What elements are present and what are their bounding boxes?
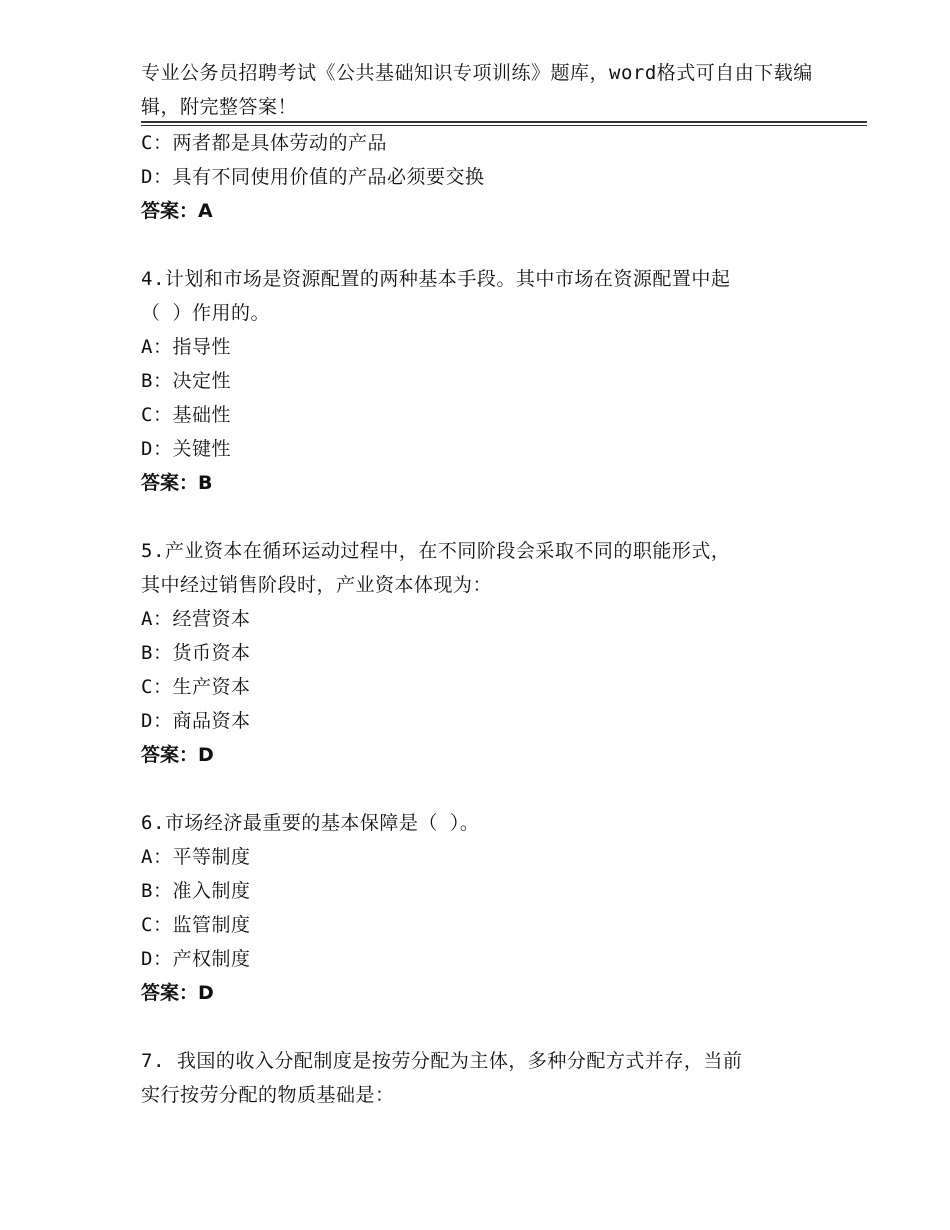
question-stem: （ ）作用的。 xyxy=(141,302,270,324)
answer-line: 答案：D xyxy=(141,982,214,1004)
question-stem: 4.计划和市场是资源配置的两种基本手段。其中市场在资源配置中起 xyxy=(141,268,731,290)
option-c: C：生产资本 xyxy=(141,676,251,698)
question-6 xyxy=(141,806,841,1010)
header-line-2: 辑，附完整答案！ xyxy=(141,96,298,118)
header-line-1: 专业公务员招聘考试《公共基础知识专项训练》题库，word格式可自由下载编 xyxy=(141,62,813,84)
option-b: B：货币资本 xyxy=(141,642,251,664)
option-d: D：关键性 xyxy=(141,438,231,460)
answer-line: 答案：B xyxy=(141,472,213,494)
option-c: C：两者都是具体劳动的产品 xyxy=(141,132,387,154)
question-5 xyxy=(141,534,841,772)
option-a: A：指导性 xyxy=(141,336,231,358)
question-partial xyxy=(141,126,841,228)
question-stem: 实行按劳分配的物质基础是： xyxy=(141,1084,395,1106)
question-7 xyxy=(141,1044,841,1112)
question-stem: 6.市场经济最重要的基本保障是（ ）。 xyxy=(141,812,480,834)
page-header xyxy=(141,56,813,124)
spacer xyxy=(141,500,841,534)
option-c: C：基础性 xyxy=(141,404,231,426)
option-d: D：商品资本 xyxy=(141,710,251,732)
option-c: C：监管制度 xyxy=(141,914,251,936)
spacer xyxy=(141,772,841,806)
answer-line: 答案：A xyxy=(141,200,213,222)
question-stem: 7. 我国的收入分配制度是按劳分配为主体，多种分配方式并存，当前 xyxy=(141,1050,743,1072)
question-stem: 其中经过销售阶段时，产业资本体现为： xyxy=(141,574,493,596)
option-a: A：经营资本 xyxy=(141,608,251,630)
option-d: D：产权制度 xyxy=(141,948,251,970)
option-b: B：决定性 xyxy=(141,370,231,392)
header-divider-thick xyxy=(141,121,867,123)
option-a: A：平等制度 xyxy=(141,846,251,868)
option-d: D：具有不同使用价值的产品必须要交换 xyxy=(141,166,485,188)
question-stem: 5.产业资本在循环运动过程中，在不同阶段会采取不同的职能形式， xyxy=(141,540,731,562)
question-list xyxy=(141,126,841,1112)
option-b: B：准入制度 xyxy=(141,880,251,902)
spacer xyxy=(141,1010,841,1044)
answer-line: 答案：D xyxy=(141,744,214,766)
question-4 xyxy=(141,262,841,500)
spacer xyxy=(141,228,841,262)
